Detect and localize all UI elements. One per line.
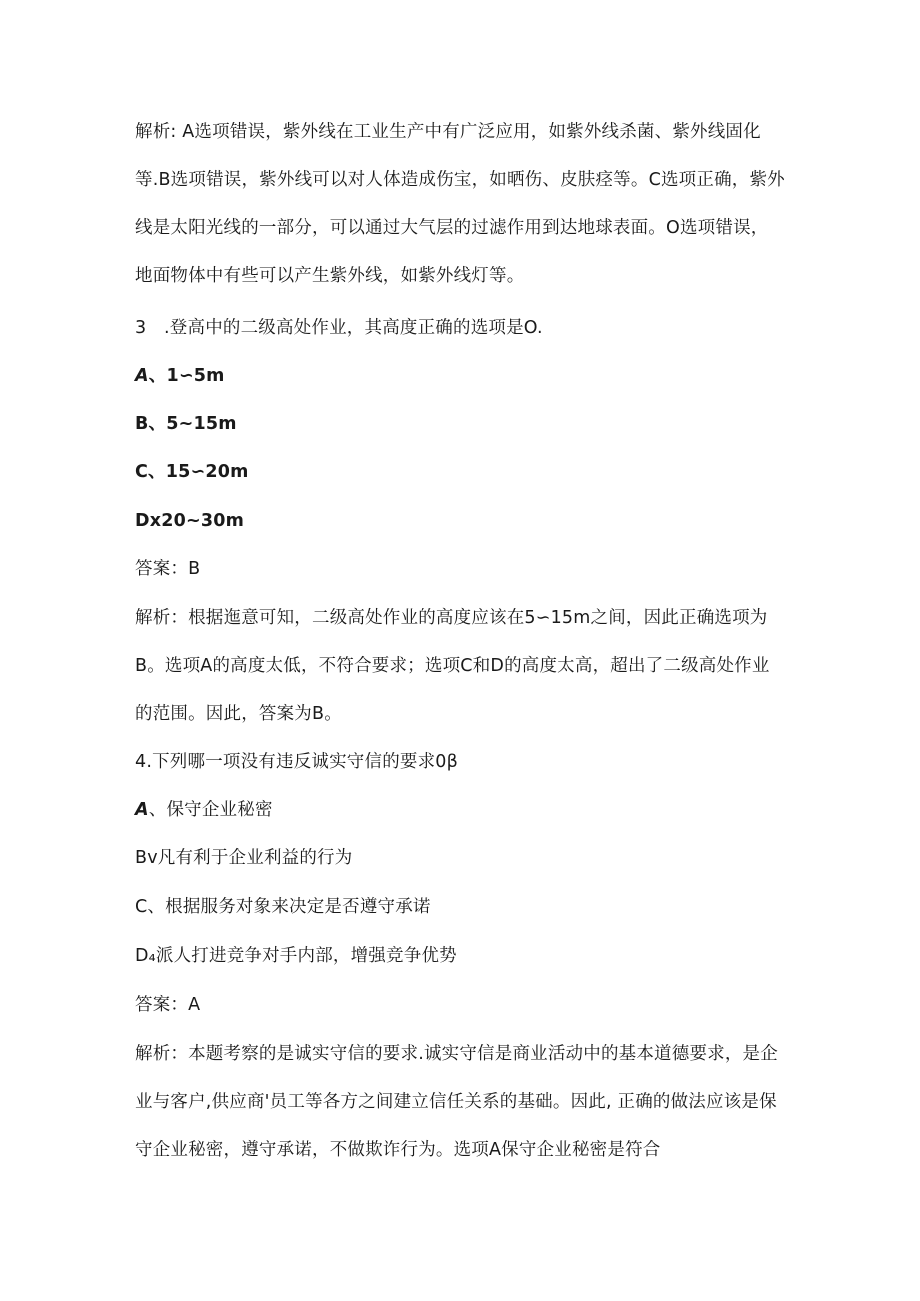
- q4-option-a: [135, 798, 273, 822]
- q3-analysis-paragraph: 解析：根据迤意可知，二级高处作业的高度应该在5∽15m之间，因此正确选项为B。选项A的高度太低，不符合要求；选项C和D的高度太高，超出了二级高处作业的范围。因此，答案为B。: [135, 608, 770, 724]
- q3-option-a-letter: A: [135, 366, 149, 386]
- q3-question: 3 .登高中的二级高处作业，其高度正确的选项是O.: [135, 318, 543, 338]
- q3-option-d: Dx20~30m: [135, 511, 245, 531]
- q3-option-b: B、5~15m: [135, 414, 237, 434]
- q4-answer: 答案：A: [135, 995, 201, 1015]
- q3-option-a: [135, 364, 225, 388]
- q4-option-c: C、根据服务对象来决定是否遵守承诺: [135, 897, 431, 917]
- q4-option-a-text: 、保守企业秘密: [148, 800, 273, 820]
- q3-option-a-text: 、1∽5m: [148, 366, 225, 386]
- q4-option-a-letter: A: [135, 800, 149, 820]
- q3-answer: 答案：B: [135, 559, 201, 579]
- q4-analysis-paragraph: 解析：本题考察的是诚实守信的要求.诚实守信是商业活动中的基本道德要求，是企业与客户,供应商'员工等各方之间建立信任关系的基础。因此, 正确的做法应该是保守企业秘密，遵守承诺，不做欺诈行为。选项A保守企业秘密是符合: [135, 1044, 778, 1160]
- q4-option-b: Bv凡有利于企业利益的行为: [135, 848, 353, 868]
- q4-question: 4.下列哪一项没有违反诚实守信的要求0β: [135, 752, 458, 772]
- q3-option-c: C、15∽20m: [135, 462, 249, 482]
- q2-analysis-paragraph: 解析: A选项错误，紫外线在工业生产中有广泛应用，如紫外线杀菌、紫外线固化等.B选项错误，紫外线可以对人体造成伤宝，如晒伤、皮肤痉等。C选项正确，紫外线是太阳光线的一部分，可以通过大气层的过滤作用到达地球表面。O选项错误，地面物体中有些可以产生紫外线，如紫外线灯等。: [135, 122, 785, 286]
- q4-option-d: D₄派人打进竞争对手内部，增强竞争优势: [135, 946, 457, 966]
